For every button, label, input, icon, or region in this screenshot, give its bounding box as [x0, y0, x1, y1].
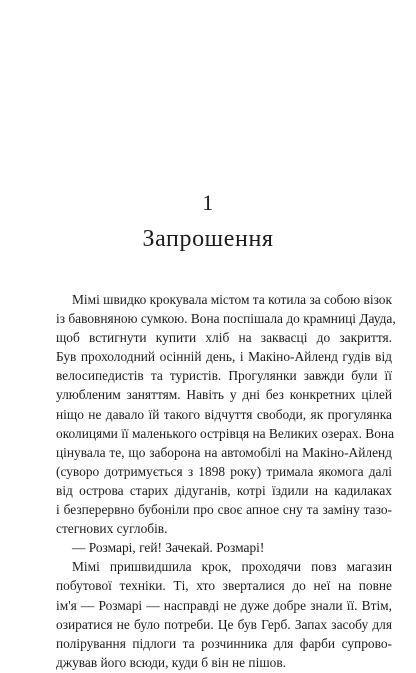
text-line: озиратися не було потреби. Це був Герб. Запах засобу для: [56, 616, 392, 632]
text-line: велосипедистів та туристів. Прогулянки завжди були її: [56, 368, 392, 384]
text-line: Був прохолодний осінній день, і Макіно-Айленд гудів від: [56, 349, 392, 365]
chapter-number: 1: [202, 190, 214, 215]
text-line: із бавовняною сумкою. Вона поспішала до крамниці Дауда,: [56, 311, 396, 327]
text-line: Мімі швидко крокувала містом та котила за собою візок: [72, 292, 392, 307]
chapter-title: Запрошення: [142, 226, 274, 252]
text-line: Мімі пришвидшила крок, проходячи повз магазин: [72, 559, 392, 575]
text-line: і безперервно бубоніли про своє апное сну та заміну тазо-: [56, 502, 392, 518]
text-line: ім'я — Розмарі — насправді не дуже добре знали її. Втім,: [56, 597, 392, 613]
text-line: полірування підлоги та розчинника для фарби супрово-: [56, 635, 392, 651]
text-line: (суворо дотримується з 1898 року) тримала якомога далі: [56, 463, 392, 479]
text-line: цінувала те, що заборона на автомобілі на Макіно-Айленд: [56, 444, 392, 460]
text-line: від острова старих дідуганів, котрі їздили на кадилаках: [56, 482, 392, 498]
text-line: улюбленим заняттям. Навіть у дні без конкретних цілей: [56, 387, 392, 403]
text-line: стегнових суглобів.: [56, 521, 168, 537]
text-line: побутової техніки. Ті, хто зверталися до неї на повне: [56, 578, 392, 594]
text-line: ніщо не давало їй такого відчуття свободи, як прогулянка: [56, 406, 392, 422]
text-line: околицями її маленького острівця на Великих озерах. Вона: [56, 425, 395, 441]
body-text: [56, 290, 396, 672]
text-line: джував його всюди, куди б він не пішов.: [56, 654, 286, 670]
text-line: щоб встигнути купити хліб на заквасці до закриття.: [56, 330, 392, 346]
text-line: — Розмарі, гей! Зачекай. Розмарі!: [72, 540, 265, 556]
